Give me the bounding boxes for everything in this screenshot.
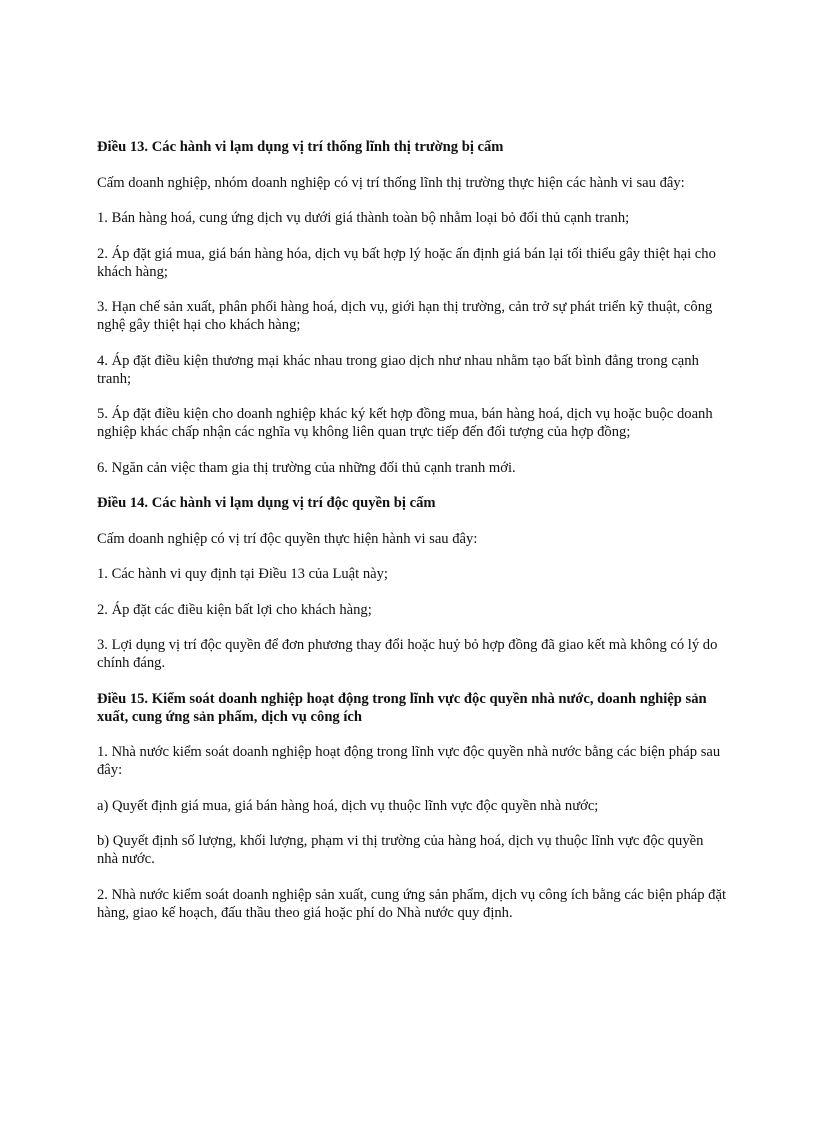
article-13-item-5: 5. Áp đặt điều kiện cho doanh nghiệp khác ký kết hợp đồng mua, bán hàng hoá, dịch vụ hoặc buộc doanh nghiệp khác chấp nhận các nghĩa vụ không liên quan trực tiếp đến đối tượng của hợp đồng; <box>97 406 713 440</box>
article-13-heading: Điều 13. Các hành vi lạm dụng vị trí thống lĩnh thị trường bị cấm <box>97 139 504 155</box>
article-15-item-1: 1. Nhà nước kiểm soát doanh nghiệp hoạt động trong lĩnh vực độc quyền nhà nước bằng các biện pháp sau đây: <box>97 744 721 778</box>
article-13-item-4: 4. Áp đặt điều kiện thương mại khác nhau trong giao dịch như nhau nhằm tạo bất bình đẳng trong cạnh tranh; <box>97 352 699 387</box>
article-13-item-1: 1. Bán hàng hoá, cung ứng dịch vụ dưới giá thành toàn bộ nhằm loại bỏ đối thủ cạnh tranh; <box>97 210 630 226</box>
article-13-intro: Cấm doanh nghiệp, nhóm doanh nghiệp có vị trí thống lĩnh thị trường thực hiện các hành vi sau đây: <box>97 174 685 191</box>
article-14-heading: Điều 14. Các hành vi lạm dụng vị trí độc quyền bị cấm <box>97 495 436 511</box>
article-14-intro: Cấm doanh nghiệp có vị trí độc quyền thực hiện hành vi sau đây: <box>97 530 478 547</box>
article-15-item-1a: a) Quyết định giá mua, giá bán hàng hoá, dịch vụ thuộc lĩnh vực độc quyền nhà nước; <box>97 797 599 814</box>
document-page <box>97 138 727 939</box>
article-15-item-2: 2. Nhà nước kiểm soát doanh nghiệp sản xuất, cung ứng sản phẩm, dịch vụ công ích bằng các biện pháp đặt hàng, giao kế hoạch, đấu thầu theo giá hoặc phí do Nhà nước quy định. <box>97 886 727 921</box>
article-13-item-3: 3. Hạn chế sản xuất, phân phối hàng hoá, dịch vụ, giới hạn thị trường, cản trở sự phát triển kỹ thuật, công nghệ gây thiệt hại cho khách hàng; <box>97 299 713 333</box>
article-14-item-3: 3. Lợi dụng vị trí độc quyền để đơn phương thay đổi hoặc huỷ bỏ hợp đồng đã giao kết mà không có lý do chính đáng. <box>97 637 718 671</box>
article-13-item-2: 2. Áp đặt giá mua, giá bán hàng hóa, dịch vụ bất hợp lý hoặc ấn định giá bán lại tối thiểu gây thiệt hại cho khách hàng; <box>97 245 716 280</box>
article-15-item-1b: b) Quyết định số lượng, khối lượng, phạm vi thị trường của hàng hoá, dịch vụ thuộc lĩnh vực độc quyền nhà nước. <box>97 833 704 867</box>
article-13-item-6: 6. Ngăn cản việc tham gia thị trường của những đối thủ cạnh tranh mới. <box>97 459 516 476</box>
article-14-item-2: 2. Áp đặt các điều kiện bất lợi cho khách hàng; <box>97 601 372 618</box>
article-15-heading: Điều 15. Kiểm soát doanh nghiệp hoạt động trong lĩnh vực độc quyền nhà nước, doanh nghiệp sản xuất, cung ứng sản phẩm, dịch vụ công ích <box>97 690 707 725</box>
article-14-item-1: 1. Các hành vi quy định tại Điều 13 của Luật này; <box>97 566 388 582</box>
